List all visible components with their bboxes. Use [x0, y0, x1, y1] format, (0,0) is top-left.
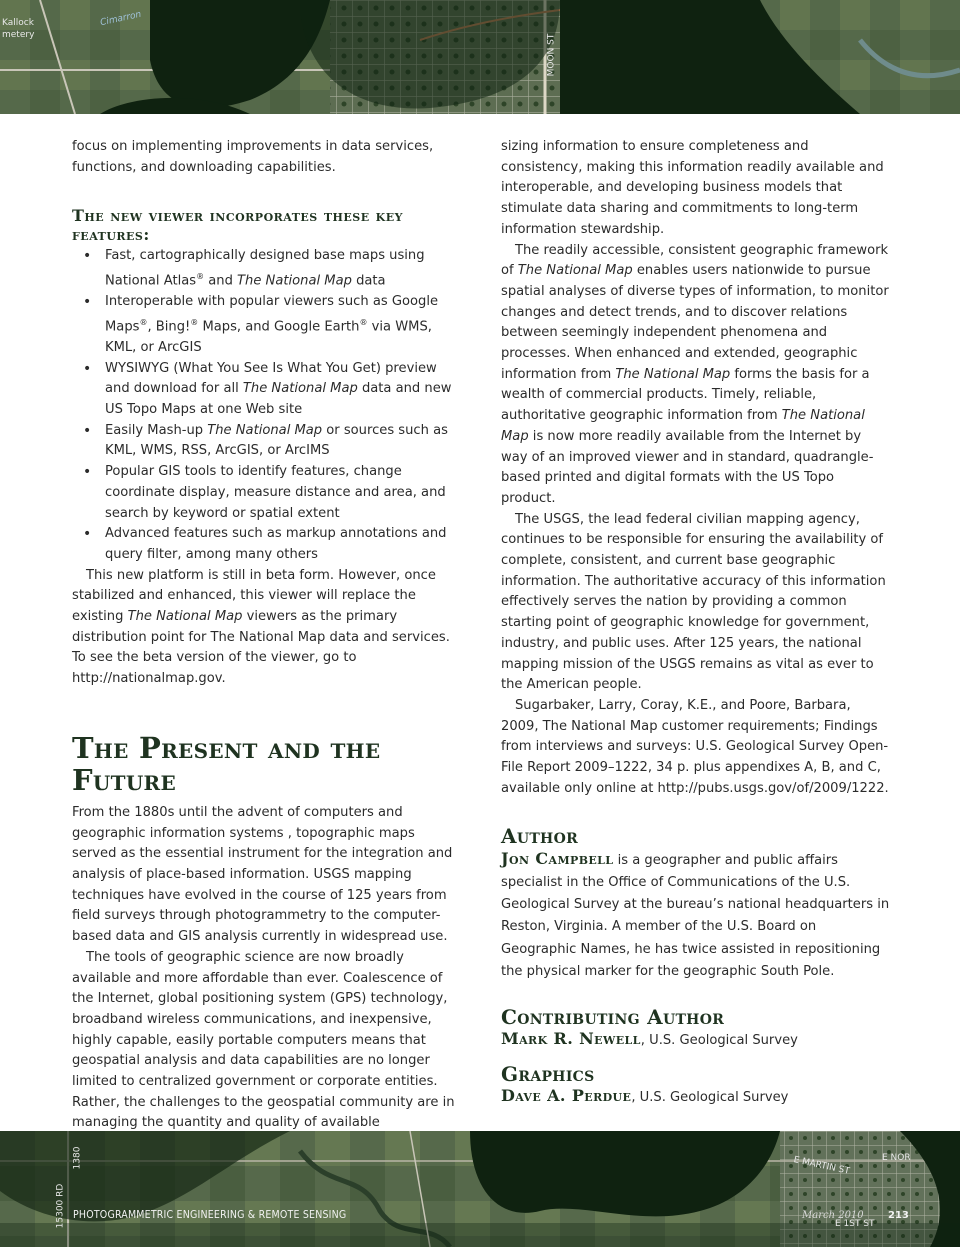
- contributing-author: Mark R. Newell, U.S. Geological Survey: [501, 1029, 798, 1049]
- author-heading: Author: [501, 823, 579, 848]
- reference: Sugarbaker, Larry, Coray, K.E., and Poore, Barbara, 2009, The National Map customer requirements; Findings from interviews and surveys: U.S. Geological Survey Open-File Report 2009–1222, 34 p. plus appendixes A, B, and C, available only online at http://pubs.usgs.gov/of/2009/1222.: [501, 697, 889, 796]
- feature-item: • Advanced features such as markup annotations and query filter, among many others: [72, 524, 462, 565]
- right-column: [501, 137, 891, 1109]
- usgs-paragraph: The USGS, the lead federal civilian mapping agency, continues to be responsible for ensuring the availability of complete, consistent, and current base geographic information. The authoritative accuracy of this information effectively serves the nation by providing a common starting point of geographic knowledge for government, industry, and public uses. After 125 years, the national mapping mission of the USGS remains as vital as ever to the American people.: [501, 511, 886, 693]
- journal-name: PHOTOGRAMMETRIC ENGINEERING & REMOTE SENSING: [73, 1209, 347, 1221]
- beta-paragraph: This new platform is still in beta form. However, once stabilized and enhanced, this viewer will replace the existing The National Map viewers as the primary distribution point for The National Map data and services. To see the beta version of the viewer, go to http://nationalmap.gov.: [72, 567, 450, 687]
- map-label: Cimarron: [99, 9, 143, 29]
- map-label: 1380: [72, 1146, 83, 1170]
- map-label: E 1ST ST: [835, 1219, 875, 1229]
- feature-item: • Fast, cartographically designed base maps using National Atlas® and The National Map data: [72, 246, 462, 292]
- author-bio: Jon Campbell is a geographer and public affairs specialist in the Office of Communications of the U.S. Geological Survey at the bureau’s national headquarters in Reston, Virginia. A member of the U.S. Board on Geographic Names, he has twice assisted in repositioning the physical marker for the geographic South Pole.: [501, 848, 890, 979]
- left-column: [72, 137, 462, 1155]
- present-paragraph-1: From the 1880s until the advent of computers and geographic information systems , topographic maps served as the essential instrument for the integration and analysis of place-based information. USGS mapping techniques have evolved in the course of 125 years from field surveys through photogrammetry to the computer-based data and GIS analysis currently in widespread use.: [72, 804, 453, 945]
- aerial-photo-top: [0, 0, 960, 114]
- aerial-photo-bottom: [0, 1131, 960, 1247]
- contributing-author-heading: Contributing Author: [501, 1005, 725, 1030]
- map-label: MOON ST: [546, 33, 557, 77]
- map-label: Kallock: [2, 18, 34, 28]
- feature-item: • Interoperable with popular viewers such as Google Maps®, Bing!® Maps, and Google Earth® via WMS, KML, or ArcGIS: [72, 292, 462, 358]
- issue-date: March 2010: [802, 1210, 864, 1221]
- page-number: 213: [888, 1210, 909, 1221]
- section-title: The Present and the Future: [72, 730, 381, 797]
- framework-paragraph: The readily accessible, consistent geographic framework of The National Map enables users nationwide to pursue spatial analyses of diverse types of information, to monitor changes and detect trends, and to discover relations between seemingly independent phenomena and processes. When enhanced and extended, geographic information from The National Map forms the basis for a wealth of commercial products. Timely, reliable, authoritative geographic information from The National Map is now more readily available from the Internet by way of an improved viewer and in standard, quadrangle-based printed and digital formats with the US Topo product.: [501, 242, 889, 506]
- feature-item: • WYSIWYG (What You See Is What You Get) preview and download for all The National Map data and new US Topo Maps at one Web site: [72, 359, 462, 421]
- intro-paragraph: focus on implementing improvements in data services, functions, and downloading capabilities.: [72, 139, 434, 175]
- author-name: Jon Campbell: [501, 848, 614, 868]
- map-label: E NOR: [882, 1153, 911, 1163]
- bottom-aerial-banner: [0, 1131, 960, 1247]
- graphics-heading: Graphics: [501, 1061, 595, 1086]
- graphics-credit: Dave A. Perdue, U.S. Geological Survey: [501, 1085, 789, 1105]
- feature-list: [72, 246, 462, 565]
- present-paragraph-2: The tools of geographic science are now broadly available and more affordable than ever. Coalescence of the Internet, global positioning system (GPS) technology, broadband wireless communications, and inexpensive, highly capable, easily portable computers means that geospatial analysis and data capabilities are no longer limited to centralized government or corporate entities. Rather, the challenges to the geospatial community are in managing the quantity and quality of available: [72, 949, 455, 1131]
- feature-item: • Easily Mash-up The National Map or sources such as KML, WMS, RSS, ArcGIS, or ArcIMS: [72, 421, 462, 462]
- map-label: 15300 RD: [55, 1183, 66, 1229]
- feature-item: • Popular GIS tools to identify features, change coordinate display, measure distance and area, and search by keyword or spatial extent: [72, 462, 462, 524]
- features-heading: The new viewer incorporates these key features:: [72, 206, 403, 245]
- map-label: metery: [2, 30, 35, 40]
- map-label: E MARTIN ST: [792, 1155, 851, 1177]
- top-aerial-banner: [0, 0, 960, 114]
- continued-paragraph: sizing information to ensure completeness and consistency, making this information readily available and interoperable, and developing business models that stimulate data sharing and commitments to long-term information stewardship.: [501, 139, 884, 237]
